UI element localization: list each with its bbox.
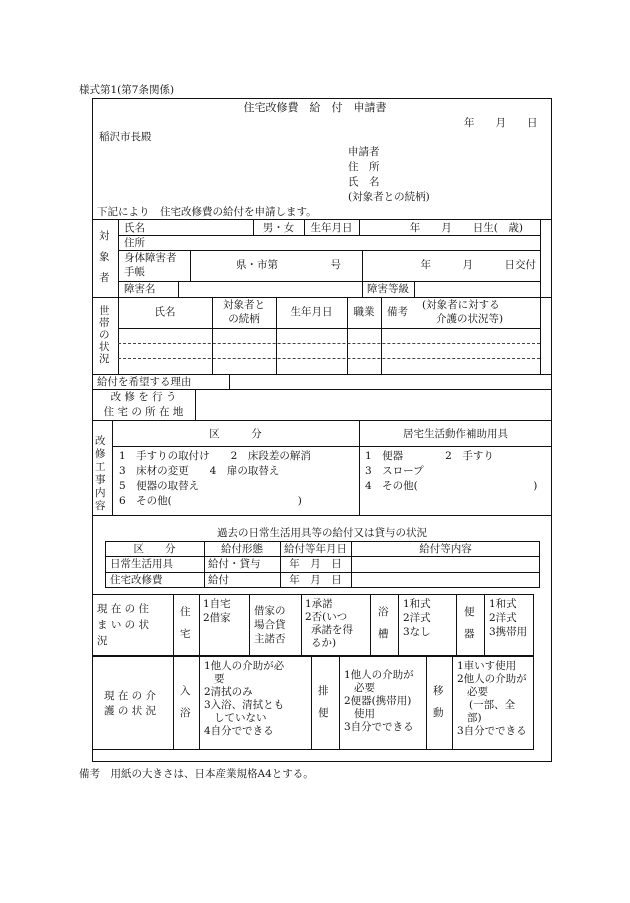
household-header-char-5: 況 xyxy=(99,353,110,365)
housing-consent-4: るか) xyxy=(311,637,337,649)
housing-bath-option-3: 3なし xyxy=(403,626,431,638)
date-line: 年 月 日 xyxy=(464,117,538,129)
applicant-label: 申請者 xyxy=(348,146,380,158)
subject-handbook-value: 県・市第 号 xyxy=(236,259,341,271)
past-row-1-date: 年 月 日 xyxy=(289,558,342,570)
past-row-2-date: 年 月 日 xyxy=(289,574,342,586)
applicant-name-label: 氏 名 xyxy=(348,176,380,188)
past-row-2-division: 住宅改修費 xyxy=(110,574,163,586)
past-row-2-form: 給付 xyxy=(208,574,229,586)
renovation-aid-2: 3 スロープ xyxy=(365,465,424,477)
household-col-relation-2: の続柄 xyxy=(228,313,260,325)
housing-consent-2: 2否(いつ xyxy=(305,611,348,623)
care-mobility-option-1: 1車いす使用 xyxy=(457,660,517,672)
renovation-header-char-3: 工 xyxy=(95,461,106,473)
applicant-relation-label: (対象者との続柄) xyxy=(348,191,430,203)
renovation-item-3: 5 便器の取替え xyxy=(119,480,200,492)
renovation-header-char-4: 事 xyxy=(95,474,106,486)
care-mobility-char-1: 移 xyxy=(433,685,444,697)
renovation-aid-3: 4 その他( ) xyxy=(365,480,538,492)
care-excretion-option-1: 1他人の介助が xyxy=(344,669,414,681)
housing-toilet-option-2: 2洋式 xyxy=(489,612,517,624)
housing-rented-2: 場合貸 xyxy=(254,619,286,631)
past-row-1-form: 給付・貸与 xyxy=(208,558,261,570)
care-bathing-option-6: 4自分でできる xyxy=(204,725,274,737)
subject-name-label: 氏名 xyxy=(124,222,145,234)
renovation-header-char-6: 容 xyxy=(95,500,106,512)
care-label-1: 現 在 の 介 xyxy=(104,690,157,702)
household-header-char-2: 帯 xyxy=(99,317,110,329)
renovation-header-char-2: 修 xyxy=(95,448,106,460)
housing-bath-char-2: 槽 xyxy=(378,628,389,640)
subject-sex: 男・女 xyxy=(262,222,295,234)
household-col-relation-1: 対象者と xyxy=(223,299,265,311)
subject-issue-value: 年 月 日交付 xyxy=(420,259,536,271)
renovation-aids-header: 居宅生活動作補助用具 xyxy=(403,428,508,440)
subject-header-char-1: 対 xyxy=(99,230,110,242)
housing-label-3: 況 xyxy=(97,635,108,647)
subject-handbook-label-2: 手帳 xyxy=(124,266,145,278)
renovation-item-2: 3 床材の変更 4 扉の取替え xyxy=(119,465,280,477)
form-number: 様式第1(第7条関係) xyxy=(79,84,175,96)
household-col-birth: 生年月日 xyxy=(290,306,333,318)
housing-rented-1: 借家の xyxy=(254,605,286,617)
household-col-name: 氏名 xyxy=(154,306,176,318)
location-label-1: 改 修 を 行 う xyxy=(110,391,177,403)
housing-house-option-2: 2借家 xyxy=(203,612,231,624)
intro-text: 下記により 住宅改修費の給付を申請します。 xyxy=(97,206,317,218)
care-mobility-option-6: 3自分でできる xyxy=(457,725,527,737)
housing-consent-3: 承諾を得 xyxy=(311,624,353,636)
housing-consent-1: 1承諾 xyxy=(305,598,333,610)
care-excretion-option-4: 使用 xyxy=(354,708,375,720)
subject-handbook-label-1: 身体障害者 xyxy=(124,252,177,264)
care-mobility-char-2: 動 xyxy=(433,707,444,719)
care-bathing-char-2: 浴 xyxy=(180,707,191,719)
household-col-notes: 備考 xyxy=(387,306,408,318)
housing-label-2: ま い の 状 xyxy=(97,619,150,631)
housing-toilet-option-1: 1和式 xyxy=(489,598,517,610)
past-header-division: 区 分 xyxy=(133,543,176,555)
subject-grade-label: 障害等級 xyxy=(367,283,409,295)
housing-toilet-char-1: 便 xyxy=(464,606,475,618)
reason-label: 給付を希望する理由 xyxy=(97,376,192,388)
housing-bath-char-1: 浴 xyxy=(378,606,389,618)
care-bathing-option-4: 3入浴、清拭とも xyxy=(204,699,285,711)
subject-header-char-3: 者 xyxy=(99,272,110,284)
location-label-2: 住 宅 の 所 在 地 xyxy=(103,406,184,418)
household-header-char-4: 状 xyxy=(99,341,110,353)
household-col-care-1: (対象者に対する xyxy=(422,299,500,311)
care-bathing-option-3: 2清拭のみ xyxy=(204,686,253,698)
past-header-form: 給付形態 xyxy=(221,543,263,555)
household-col-care-2: 介護の状況等) xyxy=(436,313,504,325)
care-excretion-option-2: 必要 xyxy=(354,682,375,694)
housing-bath-option-1: 1和式 xyxy=(403,598,431,610)
subject-header-char-2: 象 xyxy=(99,251,110,263)
care-mobility-option-3: 必要 xyxy=(467,686,488,698)
housing-bath-option-2: 2洋式 xyxy=(403,612,431,624)
housing-toilet-char-2: 器 xyxy=(464,628,475,640)
care-bathing-char-1: 入 xyxy=(180,685,191,697)
care-mobility-option-5: 部) xyxy=(467,712,482,724)
household-header-char-3: の xyxy=(99,329,110,341)
care-bathing-option-1: 1他人の介助が必 xyxy=(204,660,285,672)
form-title: 住宅改修費 給 付 申請書 xyxy=(243,101,387,114)
subject-address-label: 住所 xyxy=(124,237,145,249)
care-label-2: 護 の 状 況 xyxy=(104,705,157,717)
renovation-item-1: 1 手すりの取付け 2 床段差の解消 xyxy=(119,450,311,462)
care-excretion-char-2: 便 xyxy=(318,707,329,719)
renovation-aid-1: 1 便器 2 手すり xyxy=(365,450,494,462)
household-col-job: 職業 xyxy=(353,306,375,318)
renovation-header-char-5: 内 xyxy=(95,487,106,499)
subject-disability-label: 障害名 xyxy=(124,283,156,295)
footnote: 備考 用紙の大きさは、日本産業規格A4とする。 xyxy=(79,768,314,780)
past-row-1-division: 日常生活用具 xyxy=(110,558,173,570)
housing-house-char-2: 宅 xyxy=(180,628,191,640)
care-excretion-char-1: 排 xyxy=(318,685,329,697)
subject-birth-label: 生年月日 xyxy=(310,222,353,234)
housing-label-1: 現 在 の 住 xyxy=(97,603,150,615)
housing-toilet-option-3: 3携帯用 xyxy=(489,626,528,638)
care-bathing-option-5: していない xyxy=(214,712,267,724)
renovation-division-header: 区 分 xyxy=(209,428,262,440)
care-excretion-option-3: 2便器(携帯用) xyxy=(344,695,412,707)
addressee: 稲沢市長殿 xyxy=(99,131,152,143)
care-bathing-option-2: 要 xyxy=(214,673,225,685)
care-mobility-option-4: (一部、全 xyxy=(469,699,516,711)
housing-house-char-1: 住 xyxy=(180,606,191,618)
household-header-char-1: 世 xyxy=(99,305,110,317)
renovation-item-4: 6 その他( ) xyxy=(119,495,302,507)
renovation-header-char-1: 改 xyxy=(95,435,106,447)
housing-rented-3: 主諾否 xyxy=(254,633,286,645)
housing-house-option-1: 1自宅 xyxy=(203,598,231,610)
care-mobility-option-2: 2他人の介助が xyxy=(457,673,527,685)
past-benefits-title: 過去の日常生活用具等の給付又は貸与の状況 xyxy=(217,527,427,539)
past-header-content: 給付等内容 xyxy=(419,543,472,555)
applicant-address-label: 住 所 xyxy=(348,161,380,173)
past-header-date: 給付等年月日 xyxy=(284,543,347,555)
care-excretion-option-5: 3自分でできる xyxy=(344,721,414,733)
subject-birth-value: 年 月 日生( 歳) xyxy=(409,222,523,234)
